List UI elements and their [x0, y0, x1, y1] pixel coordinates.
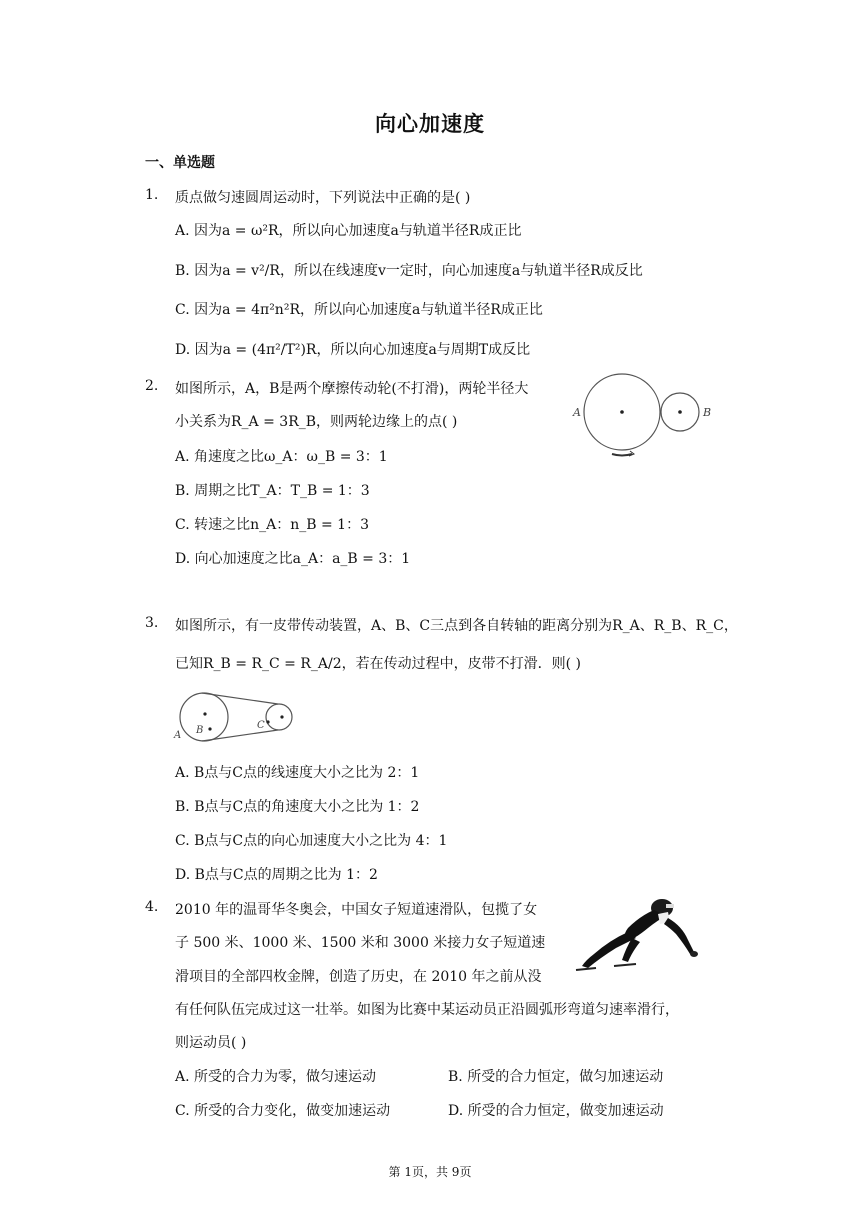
option-c: C. B点与C点的向心加速度大小之比为 4：1 [175, 833, 448, 849]
option-b: B. B点与C点的角速度大小之比为 1：2 [175, 799, 420, 815]
wheel-label-b: B [703, 406, 712, 419]
option-a: A. 所受的合力为零，做匀速运动 [175, 1069, 377, 1085]
question-stem-line: 有任何队伍完成过这一壮举。如图为比赛中某运动员正沿圆弧形弯道匀速率滑行， [175, 1002, 679, 1018]
question-stem-line: 小关系为R_A = 3R_B，则两轮边缘上的点( ) [175, 414, 458, 430]
point-label-b: B [196, 725, 204, 736]
question-number: 4. [145, 899, 159, 915]
page-footer: 第 1页，共 9页 [388, 1165, 472, 1179]
question-number: 1. [145, 187, 159, 203]
section-heading: 一、单选题 [145, 155, 215, 171]
option-d: D. B点与C点的周期之比为 1：2 [175, 867, 378, 883]
option-d: D. 因为a = (4π²/T²)R，所以向心加速度a与周期T成反比 [175, 342, 531, 358]
question-stem-line: 如图所示，A，B是两个摩擦传动轮(不打滑)，两轮半径大 [175, 381, 529, 397]
question-stem-line: 2010 年的温哥华冬奥会，中国女子短道速滑队，包揽了女 [175, 902, 538, 918]
point-label-a: A [174, 730, 182, 741]
question-stem-line: 则运动员( ) [175, 1035, 247, 1051]
question-stem-line: 已知R_B = R_C = R_A/2，若在传动过程中，皮带不打滑．则( ) [175, 656, 581, 672]
option-d: D. 向心加速度之比a_A：a_B = 3：1 [175, 551, 411, 567]
option-c: C. 因为a = 4π²n²R，所以向心加速度a与轨道半径R成正比 [175, 302, 543, 318]
question-stem-line: 滑项目的全部四枚金牌，创造了历史，在 2010 年之前从没 [175, 969, 542, 985]
option-c: C. 所受的合力变化，做变加速运动 [175, 1103, 391, 1119]
point-label-c: C [257, 720, 265, 731]
option-c: C. 转速之比n_A：n_B = 1：3 [175, 517, 369, 533]
option-a: A. 因为a = ω²R，所以向心加速度a与轨道半径R成正比 [175, 223, 522, 239]
belt-drive-figure [172, 688, 302, 744]
option-b: B. 所受的合力恒定，做匀加速运动 [448, 1069, 664, 1085]
page-title: 向心加速度 [375, 112, 485, 136]
question-stem-line: 如图所示，有一皮带传动装置，A、B、C三点到各自转轴的距离分别为R_A、R_B、R_C， [175, 618, 738, 634]
question-stem-line: 子 500 米、1000 米、1500 米和 3000 米接力女子短道速 [175, 935, 546, 951]
option-b: B. 因为a = v²/R，所以在线速度v一定时，向心加速度a与轨道半径R成反比 [175, 263, 643, 279]
wheel-label-a: A [573, 406, 581, 419]
option-a: A. B点与C点的线速度大小之比为 2：1 [175, 765, 420, 781]
option-d: D. 所受的合力恒定，做变加速运动 [448, 1103, 664, 1119]
friction-wheels-figure [570, 368, 720, 468]
option-b: B. 周期之比T_A：T_B = 1：3 [175, 483, 370, 499]
option-a: A. 角速度之比ω_A：ω_B = 3：1 [175, 449, 388, 465]
question-number: 2. [145, 378, 159, 394]
question-stem: 质点做匀速圆周运动时，下列说法中正确的是( ) [175, 190, 471, 206]
question-number: 3. [145, 615, 159, 631]
speed-skater-image [570, 888, 710, 980]
